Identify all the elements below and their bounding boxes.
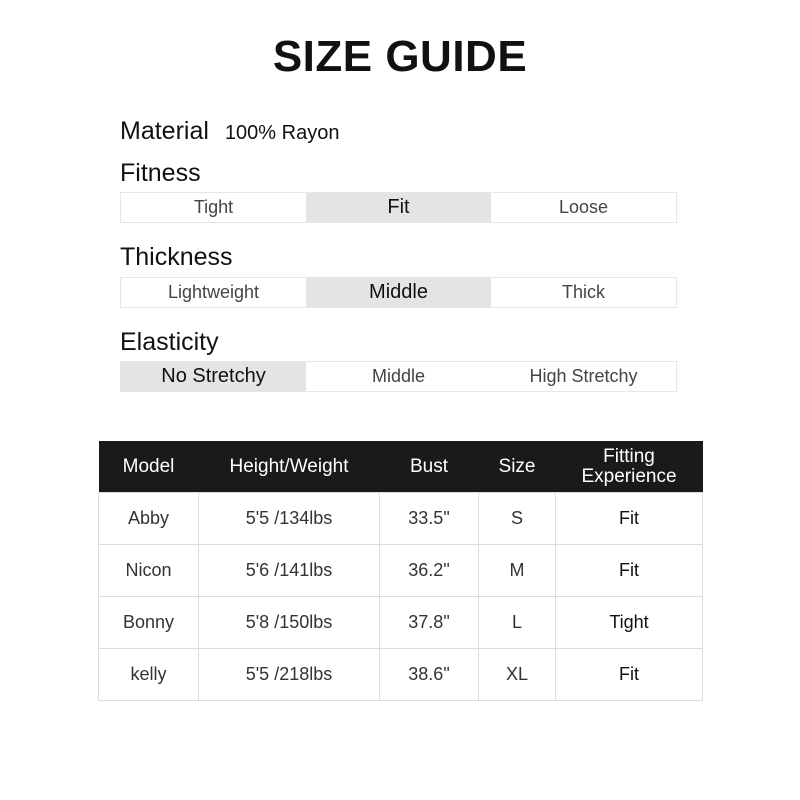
material-label: Material (120, 117, 209, 145)
cell-bust: 37.8" (380, 597, 479, 649)
material-row (120, 117, 339, 146)
cell-model: Nicon (99, 545, 199, 597)
table-row (99, 493, 703, 545)
header-bust: Bust (380, 441, 479, 493)
size-table (98, 441, 703, 701)
thickness-scale (120, 277, 677, 308)
thickness-option-middle: Middle (306, 278, 491, 307)
page-title: SIZE GUIDE (272, 32, 528, 81)
cell-size: XL (479, 649, 556, 701)
elasticity-option-high-stretchy: High Stretchy (491, 362, 676, 391)
cell-model: Abby (99, 493, 199, 545)
thickness-label: Thickness (120, 243, 233, 271)
thickness-option-thick: Thick (491, 278, 676, 307)
table-row (99, 649, 703, 701)
cell-height-weight: 5'5 /218lbs (199, 649, 380, 701)
cell-fitting-experience: Fit (556, 649, 703, 701)
header-fitting-experience: Fitting Experience (556, 441, 703, 493)
elasticity-scale (120, 361, 677, 392)
cell-height-weight: 5'6 /141lbs (199, 545, 380, 597)
cell-bust: 38.6" (380, 649, 479, 701)
table-row (99, 545, 703, 597)
table-row (99, 597, 703, 649)
fitness-option-loose: Loose (491, 193, 676, 222)
cell-size: S (479, 493, 556, 545)
elasticity-option-no-stretchy: No Stretchy (121, 362, 306, 391)
cell-fitting-experience: Fit (556, 493, 703, 545)
elasticity-label: Elasticity (120, 328, 219, 356)
fitness-option-tight: Tight (121, 193, 306, 222)
cell-bust: 33.5" (380, 493, 479, 545)
cell-bust: 36.2" (380, 545, 479, 597)
cell-fitting-experience: Tight (556, 597, 703, 649)
header-size: Size (479, 441, 556, 493)
fitness-label: Fitness (120, 159, 201, 187)
cell-height-weight: 5'8 /150lbs (199, 597, 380, 649)
thickness-option-lightweight: Lightweight (121, 278, 306, 307)
cell-model: Bonny (99, 597, 199, 649)
fitness-option-fit: Fit (306, 193, 491, 222)
material-value: 100% Rayon (224, 122, 340, 144)
cell-fitting-experience: Fit (556, 545, 703, 597)
cell-size: L (479, 597, 556, 649)
header-height-weight: Height/Weight (199, 441, 380, 493)
elasticity-option-middle: Middle (306, 362, 491, 391)
cell-model: kelly (99, 649, 199, 701)
cell-height-weight: 5'5 /134lbs (199, 493, 380, 545)
header-model: Model (99, 441, 199, 493)
fitness-scale (120, 192, 677, 223)
cell-size: M (479, 545, 556, 597)
table-header-row (99, 441, 703, 493)
